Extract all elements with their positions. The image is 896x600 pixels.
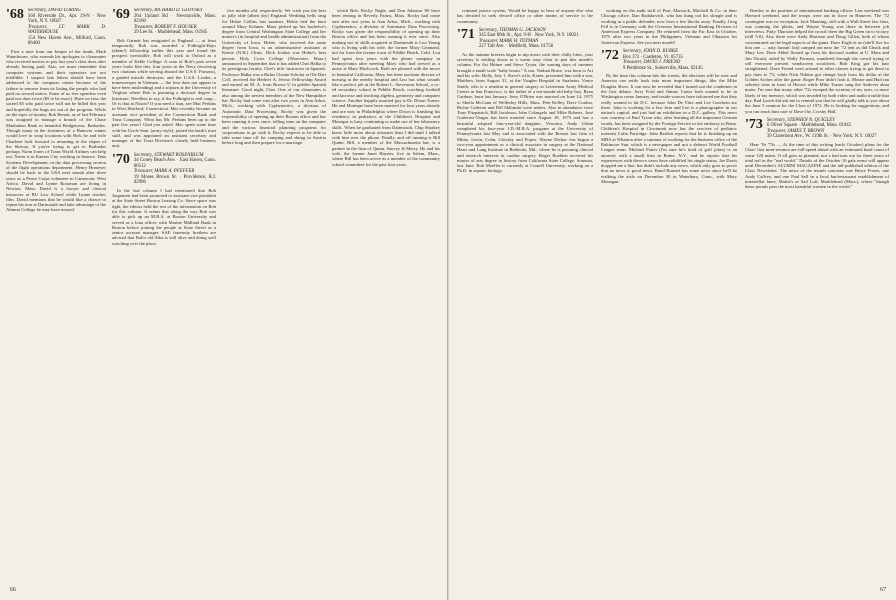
class-year: '72 <box>601 48 619 64</box>
column-class-73 <box>745 8 889 578</box>
secretary-info <box>623 49 703 71</box>
column-text: In the last column I had mentioned that Bob Jorgensen had been promoted to assistant vice president at the State Street Boston Leasing Co. Since space was tight, the editors held the rest of the information on Bob for this column. It seems that along the way Bob was able to pick up an M.B.A. at Boston University and served as a loan officer with Marine Midland Bank in Boston before joining the people at State Street as a senior account manager. SAE fraternity brothers are advised that Bob's old Atha is still alive and doing well watching over the place. <box>112 187 216 246</box>
column-text: Hear 'Ye '73s — At the time of this writing (early October) plans for the Class' first mini-reunion are full-speed ahead with an estimated head count of some 120 mates. If all goes as planned, not a bad turn out for three years of total toil in the "real world." Details of the October 16 gala event will appear until December's ALUMNI MAGAZINE and the fall-published edition of the Class Newsletter. The news of the month concerns one Bruce Foster, one Andy Caffrey, and one Paul Sell in a local bar/restaurant establishment of interstellar fame, Mattie's or Sail Loft, Marblehead (Mass.), where "though these portals pass the most beautiful women in the world." <box>745 141 889 190</box>
class-header-69 <box>112 8 216 36</box>
secretary-address: 345 East 80th St., Apt. 9-H · New York, N.Y. 10021 <box>478 33 579 39</box>
secretary-name: Secretary, JOHN D. BURKE <box>622 49 678 55</box>
class-header-73 <box>745 118 889 140</box>
secretary-name: Secretary, STEWART ROSENBLUM <box>133 152 204 158</box>
page-number: 67 <box>880 587 886 593</box>
treasurer-address: 9 Pembroke St., Somerville, Mass. 02145 <box>622 65 703 71</box>
column-continued-a <box>222 8 326 578</box>
secretary-address: 264 Upland Rd · Newtonville, Mass. 02160 <box>133 13 216 24</box>
treasurer-name: Treasurer, ROBERT F. HOUSER <box>133 24 197 30</box>
treasurer-address: 154 New Haven Ave., Milford, Conn. 06460 <box>27 35 106 46</box>
treasurer-address: 19 Moses Brown St. · Providence, R.I. 02906 <box>133 174 216 186</box>
treasurer-address: 29 Lee St. · Marblehead, Mass. 01945 <box>133 30 208 35</box>
secretary-info <box>134 8 216 36</box>
class-year: '68 <box>6 8 24 22</box>
column-continued-b <box>332 8 440 578</box>
treasurer-name: Treasurer, MARK A. PFEFFER <box>133 169 195 175</box>
treasurer-name: Treasurer, LT. MARK D. WATERHOUSE <box>27 24 106 35</box>
treasurer-name: Treasurer, MARK H. TOTMAN <box>478 38 539 44</box>
class-header-72 <box>601 49 737 71</box>
column-class-72 <box>601 8 737 578</box>
class-year: '69 <box>112 8 130 22</box>
secretary-address: 6 Oliver Square · Marblehead, Mass. 01945 <box>766 123 852 129</box>
class-header-70 <box>112 153 216 186</box>
secretary-address: Box 372 · Castleton, Vt. 05735 <box>622 54 683 60</box>
class-year: '71 <box>457 26 475 42</box>
treasurer-name: Treasurer, DAVID J. FRIEND <box>622 60 681 66</box>
column-text: Bentley to the position of international banking officer. Last weekend was Harvard weekend, and the troops were out in force in Hanover. The '72 contingent was no exception. Jack Manning, still with a Wall Street law firm, was roaming the plains, and Wayne Young was there in between job interviews. Patty Thurston helped the crowd cheer the Big Green on to victory (still 5-0). Also there were Andy Harrison and Doug Gillen, both of whom concentrated on the legal aspects of the game. Dave Eagle et ux (she'll live for that one — only funnin' Jan) camped out near the '72 tent as did Chuck and Mary Lee. Dave Abbel floated up from his doctoral studies at U. Mass and Jim Nicotti, aided by Wally Forman, wandered through the crowd trying to sell everyone present windscreen scratchers. Bob King got his hair straightened. Dave Friend went around to other classes trying to get them to pay dues to '72, while Nick Nikitas got change back from his dollar at the Golden Arches after the game. Roger Poor didn't look it. Mouse and Hud ran sobriety tests in front of Heorot while Mike Turner sang the Andover alma mater. I'm sure that many other '72s escaped the scrutiny of my eyes, or more likely of my memory, which was invaded by both video and audio trouble that day. Bud Lynch did ask me to remind you that he will gladly talk to you about the June 5 reunion for the Class of 1972. He is looking for suggestions, and you can reach him care of Dave Orr, Crosby Hall. <box>745 8 889 114</box>
secretary-info <box>28 8 106 47</box>
column-class-69-70 <box>112 8 216 578</box>
secretary-name: Secretary, STEPHEN N. QUIGLEY <box>766 117 835 123</box>
column-text: As the autumn breezes begin to nip noses with their chilly bites, your secretary is settling down to a warm easy chair to pen this month's column. For Art Hittner and Steve Tyson, the waning days of summer brought a small scale "baby boom." A son, Nathan Bruce, was born to Art and his wife, Holly, July 1. Steve's wife, Karen, presented him with a son, Matthew, born August 31, at the Vaughn Hospital in Anaheim. Vance Smith, who is a resident in general surgery at Letterman Army Medical Center in San Francisco, is the father of a ten-month-old baby boy, Ryan Gardner, born last January. Jerry O'Brien was married on June 14, 1975 to Sheila McCann of Wellesley Hills, Mass. Pete Kelley, Dave Conlon, Richie Carleton and Bill Skibinski were ushers. Also in attendance were Tony Fitzpatrick, Bill Jacobson, John Colangelo and Mike Roberts. José Gutierrez-Vargas has been married since August 18, 1973 and has a beautiful adopted four-year-old daughter, Veronica. Andy Urban completed his four-year J.D.-M.B.A. program at the University of Pennsylvania last May and is associated with the Boston law firm of Mintz, Levin, Cohn, Glovsky and Popeo. Wayne Derkac has begun a two-year appointment as a clinical associate in surgery at the National Heart and Lung Institute in Bethesda, Md., where he is pursuing clinical and research interests in cardiac surgery. Roger Roehlen received his master of arts degree in history from California State College, Sonoma, last June. Bob Moeller is currently at Cornell University, working on a Ph.D. in aquatic biology. <box>457 51 593 174</box>
page-number: 66 <box>10 587 16 593</box>
class-header-68 <box>6 8 106 47</box>
treasurer-address: 227 Taft Ave. · Medfield, Mass. 01756 <box>478 44 554 50</box>
class-year: '70 <box>112 151 130 167</box>
class-header-71 <box>457 28 593 50</box>
secretary-name: Secretary, RICHARD D. GLOVSKY <box>133 8 203 13</box>
column-class-68 <box>6 8 106 578</box>
right-page <box>448 0 896 600</box>
column-text: which Bob, Rocky Nagle, and Don Johnson '69 have been renting in Beverly Farms, Mass. Rocky had come east after two years in Ann Arbor, Mich., working with Cyphernetics, a division of Automatic Data Processing. Rocky was given the responsibility of opening up their Boston office and has been running it ever since. Also making use of skills acquired at Dartmouth is Lou Young who is living with his wife, the former Mary Grinnand, not far from the former town of Pebble Beach, Calif. Lou had spent four years with the phone company in Pennsylvania after meeting Mary who had served as a nurse at Mary Hitchcock. Both are pleased with the move to beautiful California. Mary has been assistant director of nursing at the nearby hospital and Lou has what sounds like a perfect job at the Robert L. Stevenson School, a co-ed secondary school in Pebble Beach, coaching football and lacrosse and teaching algebra, geometry and computer science. Another happily married guy is Dr. Dixon Turner. He and Monique have been married for four years already and are now in Philadelphia where Dixon is finishing his residency in pediatrics at the Children's Hospital and Monique is busy continuing to make use of her laboratory skills. When he graduated from Dartmouth, Chip Sharkey knew little more about actuaries than I did until I talked with him over the phone. Finally, and off running is Bill Quinn. Bill, a member of the Massachusetts bar, is a partner in the firm of Quinn, Sauvey & Merry. He and his wife, the former Janet Haynes, live in Salem, Mass., where Bill has been active as a member of the community school committee for the past four years. <box>332 8 440 167</box>
column-class-71 <box>457 8 593 578</box>
class-year: '73 <box>745 116 763 132</box>
secretary-info <box>479 28 579 50</box>
column-text: criminal justice system. Would be happy to hear of anyone else who has decided to seek elected office or other means of service to the community. <box>457 8 593 24</box>
treasurer-address: 39 Claremont Ave., W. 119th St. · New York, N.Y. 10027 <box>766 134 877 140</box>
treasurer-name: Treasurer, JAMES T. BROWN <box>766 128 825 134</box>
secretary-name: Secretary, THOMAS G. JACKSON <box>478 27 546 33</box>
secretary-info <box>767 118 877 140</box>
column-text: Bob Garnett has emigrated to England — at least temporarily. Bob was awarded a Fulbright-Hays (ahem!) fellowship earlier this year and found the prospect irresistible. Bob will work at Oxford as a member of Keble College. A scan of Bob's past seven years looks like this: four years in the Navy (receiving two citations while serving aboard the U.S.S. Parsons), a guided missile destroyer, and the U.S.S. Leader, a minesweeper in Vietnam — the four does not appear to have been misleading) and a sojourn at the University of Virginia where Bob is pursuing a doctoral degree in literature. Needless to say, if the Fulbright is real coup... Or is that in Nixon? If you need a loan, see Mac Perkins in West Hartford, Connecticut. Mac recently became an assistant vice president of the Connecticut Bank and Trust Company. What has Mr. Perkins been up to the past few years? Glad you asked. Mac spent some time with his Uncle Sam, (army-style), joined the bank's trust staff, and was appointed an assistant secretary and manager of the Trust Division's closely held business unit. <box>112 37 216 149</box>
secretary-info <box>134 153 216 186</box>
column-text: working on the audit staff of Peat, Marwick, Mitchell & Co. in their Chicago office. Dan Radakovich, who has hung out his shingle and is working as a public defender, now lives a few blocks away. Finally, Greg Fell is in Germany with the Overseas International Banking Division of American Express Company. He returned from the Far East in October, 1975 after two years in the Philippines, Vietnam and Okinawa for American Express. See you next month! <box>601 8 737 45</box>
secretary-address: 34 Coney Beach Ave. · East Haven, Conn. 06512 <box>133 158 216 169</box>
column-text: By the time this column hits the streets, the elections will be over and America can settle back into more important things, like the Mike Douglas Show. It can now be revealed that I turned out the condenser in the first debate. Jerry Ford and Jimmy Carter both wanted to be in Washington come January, and inside sources have informed me that they really wanted to hit D.C. because John De Vitre and Lee Goodwin are there. John is working for a law firm and Lee is a photographer in our nation's capital, and just had an exhibition in a D.C. gallery. This news was courtesy of Paul Tyson who, after learning all the important German words, has been assigned by the Foreign Service to the embassy in Bonn. Children's Hospital in Cincinnati now has the services of pediatric internist Colin Partridge. John Bartlett reports that he is finishing up an MBA at Wharton after a summer of working for the business office of the Baltimore Sun, which is a newspaper and not a defunct World Football League team. Michael Potter (I'm sure he's tired of golf jokes) is an attorney with a small firm in Rome, N.Y., and he reports that his experiences with divorce cases have solidified his single status. Joe Davis dropped me a line, but didn't include any news, which only goes to prove that no news is good news. Rand Burnett has some news since he'll be walking the aisle on December 30 in Waterbury, Conn., with Mary Monagan. <box>601 73 737 185</box>
secretary-address: 560 Riverside Dr., Apt. 19-N · New York, N.Y. 10027 <box>27 13 106 24</box>
secretary-name: Secretary, DAVID LORING <box>27 8 81 13</box>
column-text: five months old, respectively. We wish you the best in jolly olde (albeit dry) England. Wedding bells rang for Hobie Collins last summer. Hobie tied the knot around Mary Kohnen. Mary picked up her bachelor's degree from Central Washington State College and her master's (in hospital and health administration) from the University of Iowa. Hobie, who received the same degree from Iowa, is an administrative assistant at Keene (N.H.) Clinic. Dick Jordan was Hobie's best person. Holy Cross College (Worcester, Mass.) announced in September that it has added Chet Halka to its prestigious faculty. Chet's title: instructor in Spanish. Professor Halka was a Rufus Choate Scholar at Ole Dart Coll, received the Herbert A. Jeroso Fellowship Award and earned an M. A. from Brown U in golden Spanish literature. Good night, Chet. One of our classmates is also among the newest members of the New Hampshire bar. Rocky had come east after two years in Ann Arbor, Mich., working with Cyphernetics, a division of Automatic Data Processing. Rocky was given the responsibility of opening up their Boston office and has been running it ever since, telling time on the computer and the various financial planning programs for corporations to go with it. Rocky expects to be able to take some time off for camping and skiing in Austria before long and then prepare for a marriage. <box>222 8 326 146</box>
column-text: First a note from our keeper of the funds, Mark Waterhouse, who extends his apologies to classmates who received notices to pay last year's class dues after already having paid. Alas, we must remember that computer systems and their operators are not infallible. I suspect late letters should have been addressed to the computer center because of the failure to remove from its listing the people who had paid on second notice. Some of us free spenders even paid our dues twice ($5 to be exact). Have no fear, the sacred $5 who paid twice will not be billed this year and hopefully the bugs are out of the program. While on the topic of money, Bob Benoit, as of last February was assigned to manage a branch of the Chase Manhattan Bank in beautiful Bridgetown, Barbados. Though many in the frostiness of a Hanover winter would love to swap locations with Bob, he and wife Charlene look forward to returning to the slopes of the Skiway. If you're trying to get to Barbados perhaps Norm Jones of Trans World Airlines can help out. Norm is in Kansas City working in finance. Data Systems Development, in the data processing section of the flight operations department. Henry Homeyer should be back in the USA next month after three years as a Peace Corps volunteer in Cameroon, West Africa. David and Lynne Rossman are living in Newton, Mass. David is a lawyer and clinical instructor at BU Law School while Lynne teaches film. David mentions that he would like a chance to repeat his tour at Dartmouth and take advantage of the Alumni College he may have missed. <box>6 48 106 213</box>
